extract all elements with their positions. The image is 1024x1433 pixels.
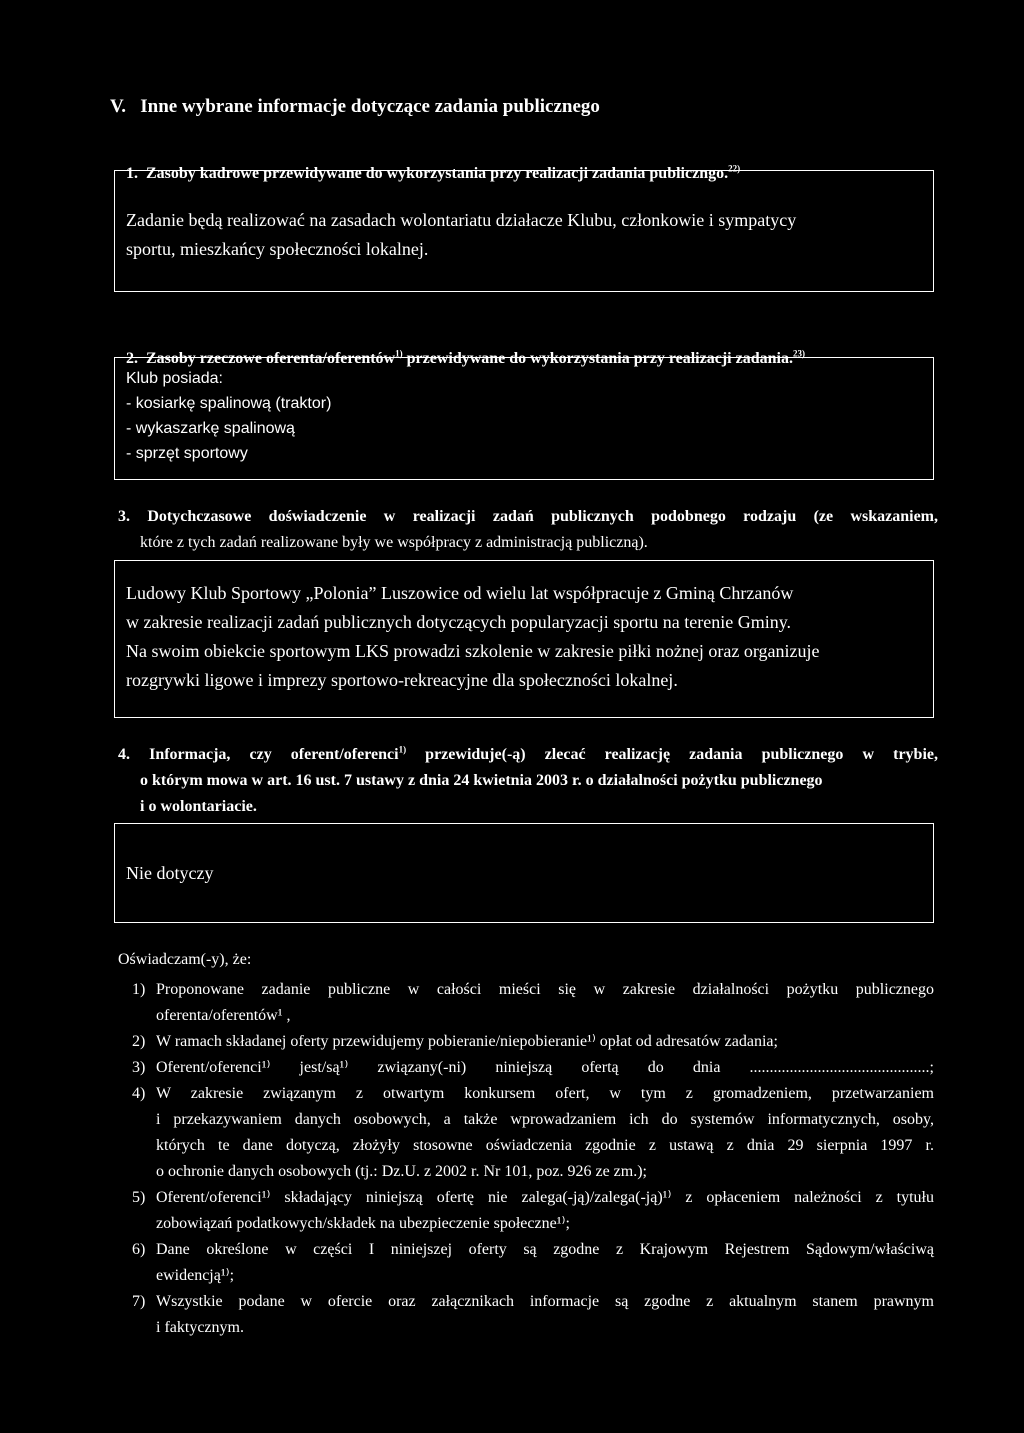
item-number: 6) (132, 1241, 146, 1258)
item-text (156, 977, 934, 1029)
item-line: Dane określone w części I niniejszej oferty są zgodne z Krajowym Rejestrem Sądowym/właściwą (156, 1241, 934, 1258)
item-line: W ramach składanej oferty przewidujemy pobieranie/niepobieranie¹⁾ opłat od adresatów zadania; (156, 1033, 778, 1050)
footnote-ref: 23) (792, 348, 805, 359)
item-line: których te dane dotyczą, złożyły stosowne oświadczenia zgodnie z ustawą z dnia 29 sierpnia 1997 r. (156, 1137, 934, 1154)
item-text (156, 1081, 934, 1185)
section-4-heading-text-b: przewiduje(-ą) zlecać realizację zadania publicznego w trybie, (406, 746, 938, 763)
box-line: Klub posiada: (126, 370, 223, 387)
item-line: i faktycznym. (156, 1319, 244, 1336)
item-number: 1) (132, 981, 146, 998)
box-line: sportu, mieszkańcy społeczności lokalnej. (126, 239, 429, 259)
item-number: 2) (132, 1033, 146, 1050)
box-line: - wykaszarkę spalinową (126, 420, 295, 437)
box-line: - kosiarkę spalinową (traktor) (126, 395, 332, 412)
item-line: Wszystkie podane w ofercie oraz załącznikach informacje są zgodne z aktualnym stanem prawnym (156, 1293, 934, 1310)
section-4-heading (118, 742, 938, 820)
section-2-box (114, 357, 934, 480)
section-4-heading-line: o którym mowa w art. 16 ust. 7 ustawy z dnia 24 kwietnia 2003 r. o działalności pożytku publicznego (140, 772, 823, 789)
box-line: Ludowy Klub Sportowy „Polonia” Luszowice od wielu lat współpracuje z Gminą Chrzanów (126, 583, 794, 603)
footnote-ref: 1) (395, 348, 403, 359)
declaration-item (132, 1289, 940, 1341)
footnote-ref: 22) (728, 163, 741, 174)
section-3-box (114, 560, 934, 718)
item-number: 3) (132, 1059, 146, 1076)
item-text (156, 1029, 934, 1055)
section-title: V. Inne wybrane informacje dotyczące zadania publicznego (110, 96, 600, 117)
section-2-heading-text-a: 2. Zasoby rzeczowe oferenta/oferentów (126, 350, 396, 367)
item-number: 4) (132, 1085, 146, 1102)
section-3-heading-line: które z tych zadań realizowane były we współpracy z administracją publiczną). (140, 534, 648, 551)
section-4-heading-line: i o wolontariacie. (140, 798, 257, 815)
section-4-box (114, 823, 934, 923)
item-number: 7) (132, 1293, 146, 1310)
section-4-heading-text-a: 4. Informacja, czy oferent/oferenci (118, 746, 399, 763)
item-line: Proponowane zadanie publiczne w całości mieści się w zakresie działalności pożytku publicznego (156, 981, 934, 998)
box-line: - sprzęt sportowy (126, 445, 248, 462)
item-text (156, 1185, 934, 1237)
item-number: 5) (132, 1189, 146, 1206)
box-line: w zakresie realizacji zadań publicznych dotyczących popularyzacji sportu na terenie Gminy. (126, 612, 792, 632)
box-line: Na swoim obiekcie sportowym LKS prowadzi szkolenie w zakresie piłki nożnej oraz organizuje (126, 641, 820, 661)
declaration-item (132, 1081, 940, 1185)
item-text (156, 1237, 934, 1289)
declaration-item (132, 977, 940, 1029)
section-3-heading-line: 3. Dotychczasowe doświadczenie w realizacji zadań publicznych podobnego rodzaju (ze wskazaniem, (118, 508, 938, 525)
item-text (156, 1055, 934, 1081)
section-1-heading-text: 1. Zasoby kadrowe przewidywane do wykorzystania przy realizacji zadania publiczngo. (126, 165, 729, 182)
declaration-item (132, 1237, 940, 1289)
declaration-item (132, 1029, 940, 1055)
item-line: Oferent/oferenci¹⁾ jest/są¹⁾ związany(-ni) niniejszą ofertą do dnia .............................................; (156, 1059, 934, 1076)
box-line: rozgrywki ligowe i imprezy sportowo-rekreacyjne dla społeczności lokalnej. (126, 670, 678, 690)
item-line: o ochronie danych osobowych (tj.: Dz.U. z 2002 r. Nr 101, poz. 926 ze zm.); (156, 1163, 647, 1180)
box-line: Zadanie będą realizować na zasadach wolontariatu działacze Klubu, członkowie i sympatycy (126, 210, 797, 230)
footnote-ref: 1) (398, 744, 407, 755)
section-1-box-text (126, 206, 916, 264)
section-2-heading-text-b: przewidywane do wykorzystania przy realizacji zadania. (402, 350, 793, 367)
declaration-item (132, 1185, 940, 1237)
section-4-box-text: Nie dotyczy (126, 863, 214, 883)
section-1-box (114, 170, 934, 292)
declaration-item (132, 1055, 940, 1081)
section-3-heading (118, 504, 938, 556)
item-line: W zakresie związanym z otwartym konkursem ofert, w tym z gromadzeniem, przetwarzaniem (156, 1085, 934, 1102)
item-line: zobowiązań podatkowych/składek na ubezpieczenie społeczne¹⁾; (156, 1215, 570, 1232)
section-4-heading-line (118, 742, 938, 768)
item-line: i przekazywaniem danych osobowych, a także wprowadzaniem ich do systemów informatycznych, osoby, (156, 1111, 934, 1128)
item-line: Oferent/oferenci¹⁾ składający niniejszą ofertę nie zalega(-ją)/zalega(-ją)¹⁾ z opłaceniem należności z tytułu (156, 1189, 934, 1206)
item-text (156, 1289, 934, 1341)
declaration-intro: Oświadczam(-y), że: (118, 951, 252, 968)
item-line: ewidencją¹⁾; (156, 1267, 235, 1284)
item-line: oferenta/oferentów¹ , (156, 1007, 291, 1024)
section-2-box-text (126, 366, 331, 466)
section-3-box-text (126, 579, 916, 695)
